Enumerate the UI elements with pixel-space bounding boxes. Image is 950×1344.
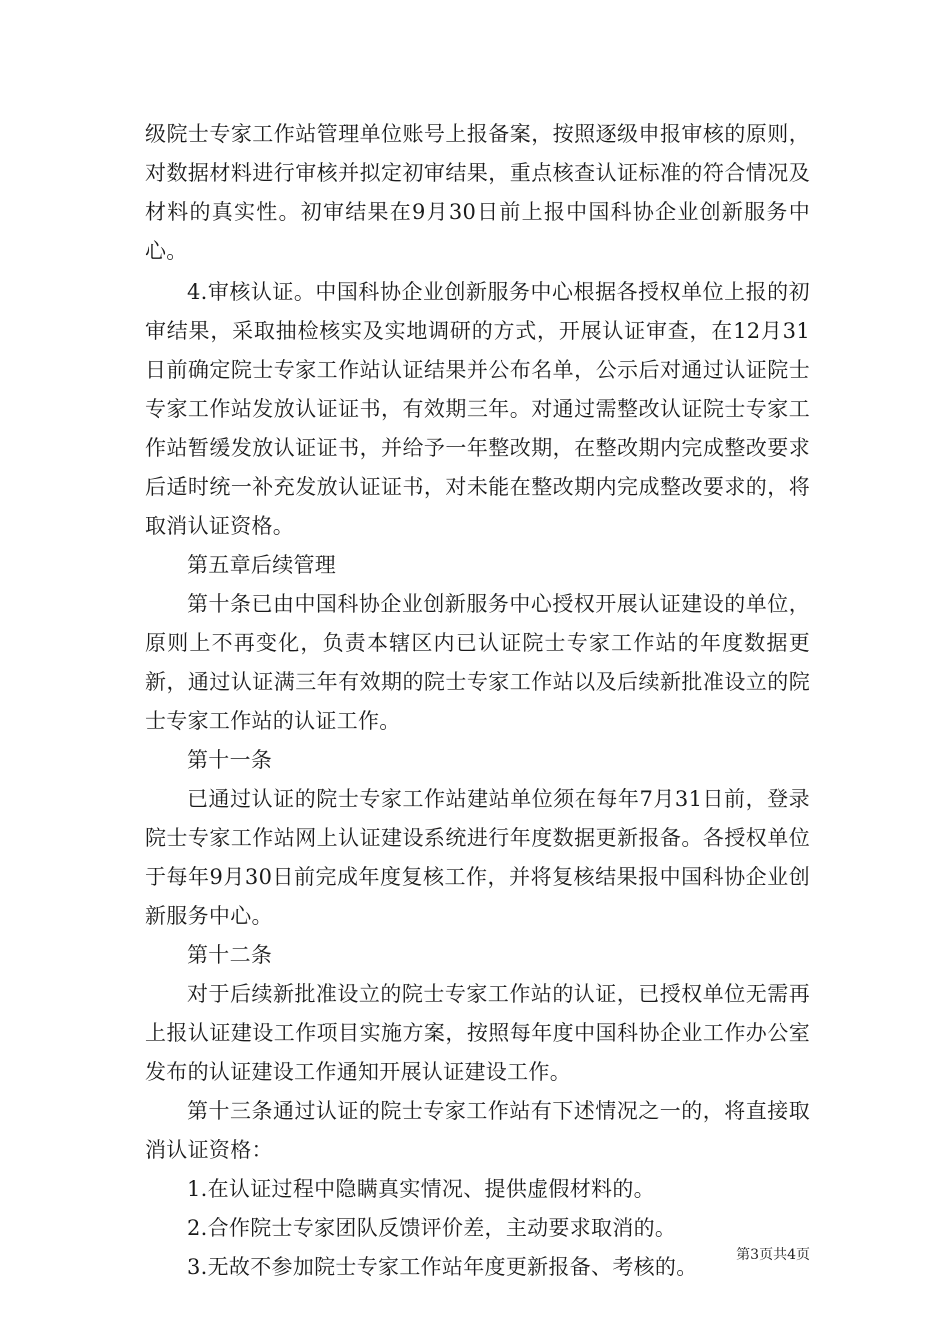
list-item-1: 1.在认证过程中隐瞒真实情况、提供虚假材料的。 [187, 1177, 655, 1201]
heading-article-12: 第十二条 [187, 943, 273, 967]
paragraph-2: 4.审核认证。中国科协企业创新服务中心根据各授权单位上报的初审结果，采取抽检核实及实地调研的方式，开展认证审查，在12月31日前确定院士专家工作站认证结果并公布名单，公示后对通过认证院士专家工作站发放认证证书，有效期三年。对通过需整改认证院士专家工作站暂缓发放认证证书，并给予一年整改期，在整改期内完成整改要求后适时统一补充发放认证证书，对未能在整改期内完成整改要求的，将取消认证资格。 [145, 280, 810, 538]
heading-article-11: 第十一条 [187, 748, 273, 772]
paragraph-article-10: 第十条已由中国科协企业创新服务中心授权开展认证建设的单位，原则上不再变化，负责本辖区内已认证院士专家工作站的年度数据更新，通过认证满三年有效期的院士专家工作站以及后续新批准设立的院士专家工作站的认证工作。 [145, 592, 810, 733]
paragraph-article-12: 对于后续新批准设立的院士专家工作站的认证，已授权单位无需再上报认证建设工作项目实施方案，按照每年度中国科协企业工作办公室发布的认证建设工作通知开展认证建设工作。 [145, 982, 810, 1084]
document-body [145, 115, 810, 1287]
chapter-heading: 第五章后续管理 [187, 553, 337, 577]
paragraph-article-11: 已通过认证的院士专家工作站建站单位须在每年7月31日前，登录院士专家工作站网上认证建设系统进行年度数据更新报备。各授权单位于每年9月30日前完成年度复核工作，并将复核结果报中国科协企业创新服务中心。 [145, 787, 810, 928]
paragraph-1: 级院士专家工作站管理单位账号上报备案，按照逐级申报审核的原则，对数据材料进行审核并拟定初审结果，重点核查认证标准的符合情况及材料的真实性。初审结果在9月30日前上报中国科协企业创新服务中心。 [145, 122, 810, 263]
paragraph-article-13: 第十三条通过认证的院士专家工作站有下述情况之一的，将直接取消认证资格： [145, 1099, 810, 1162]
page-number: 第3页共4页 [736, 1247, 810, 1263]
list-item-3: 3.无故不参加院士专家工作站年度更新报备、考核的。 [187, 1255, 698, 1279]
list-item-2: 2.合作院士专家团队反馈评价差，主动要求取消的。 [187, 1216, 677, 1240]
